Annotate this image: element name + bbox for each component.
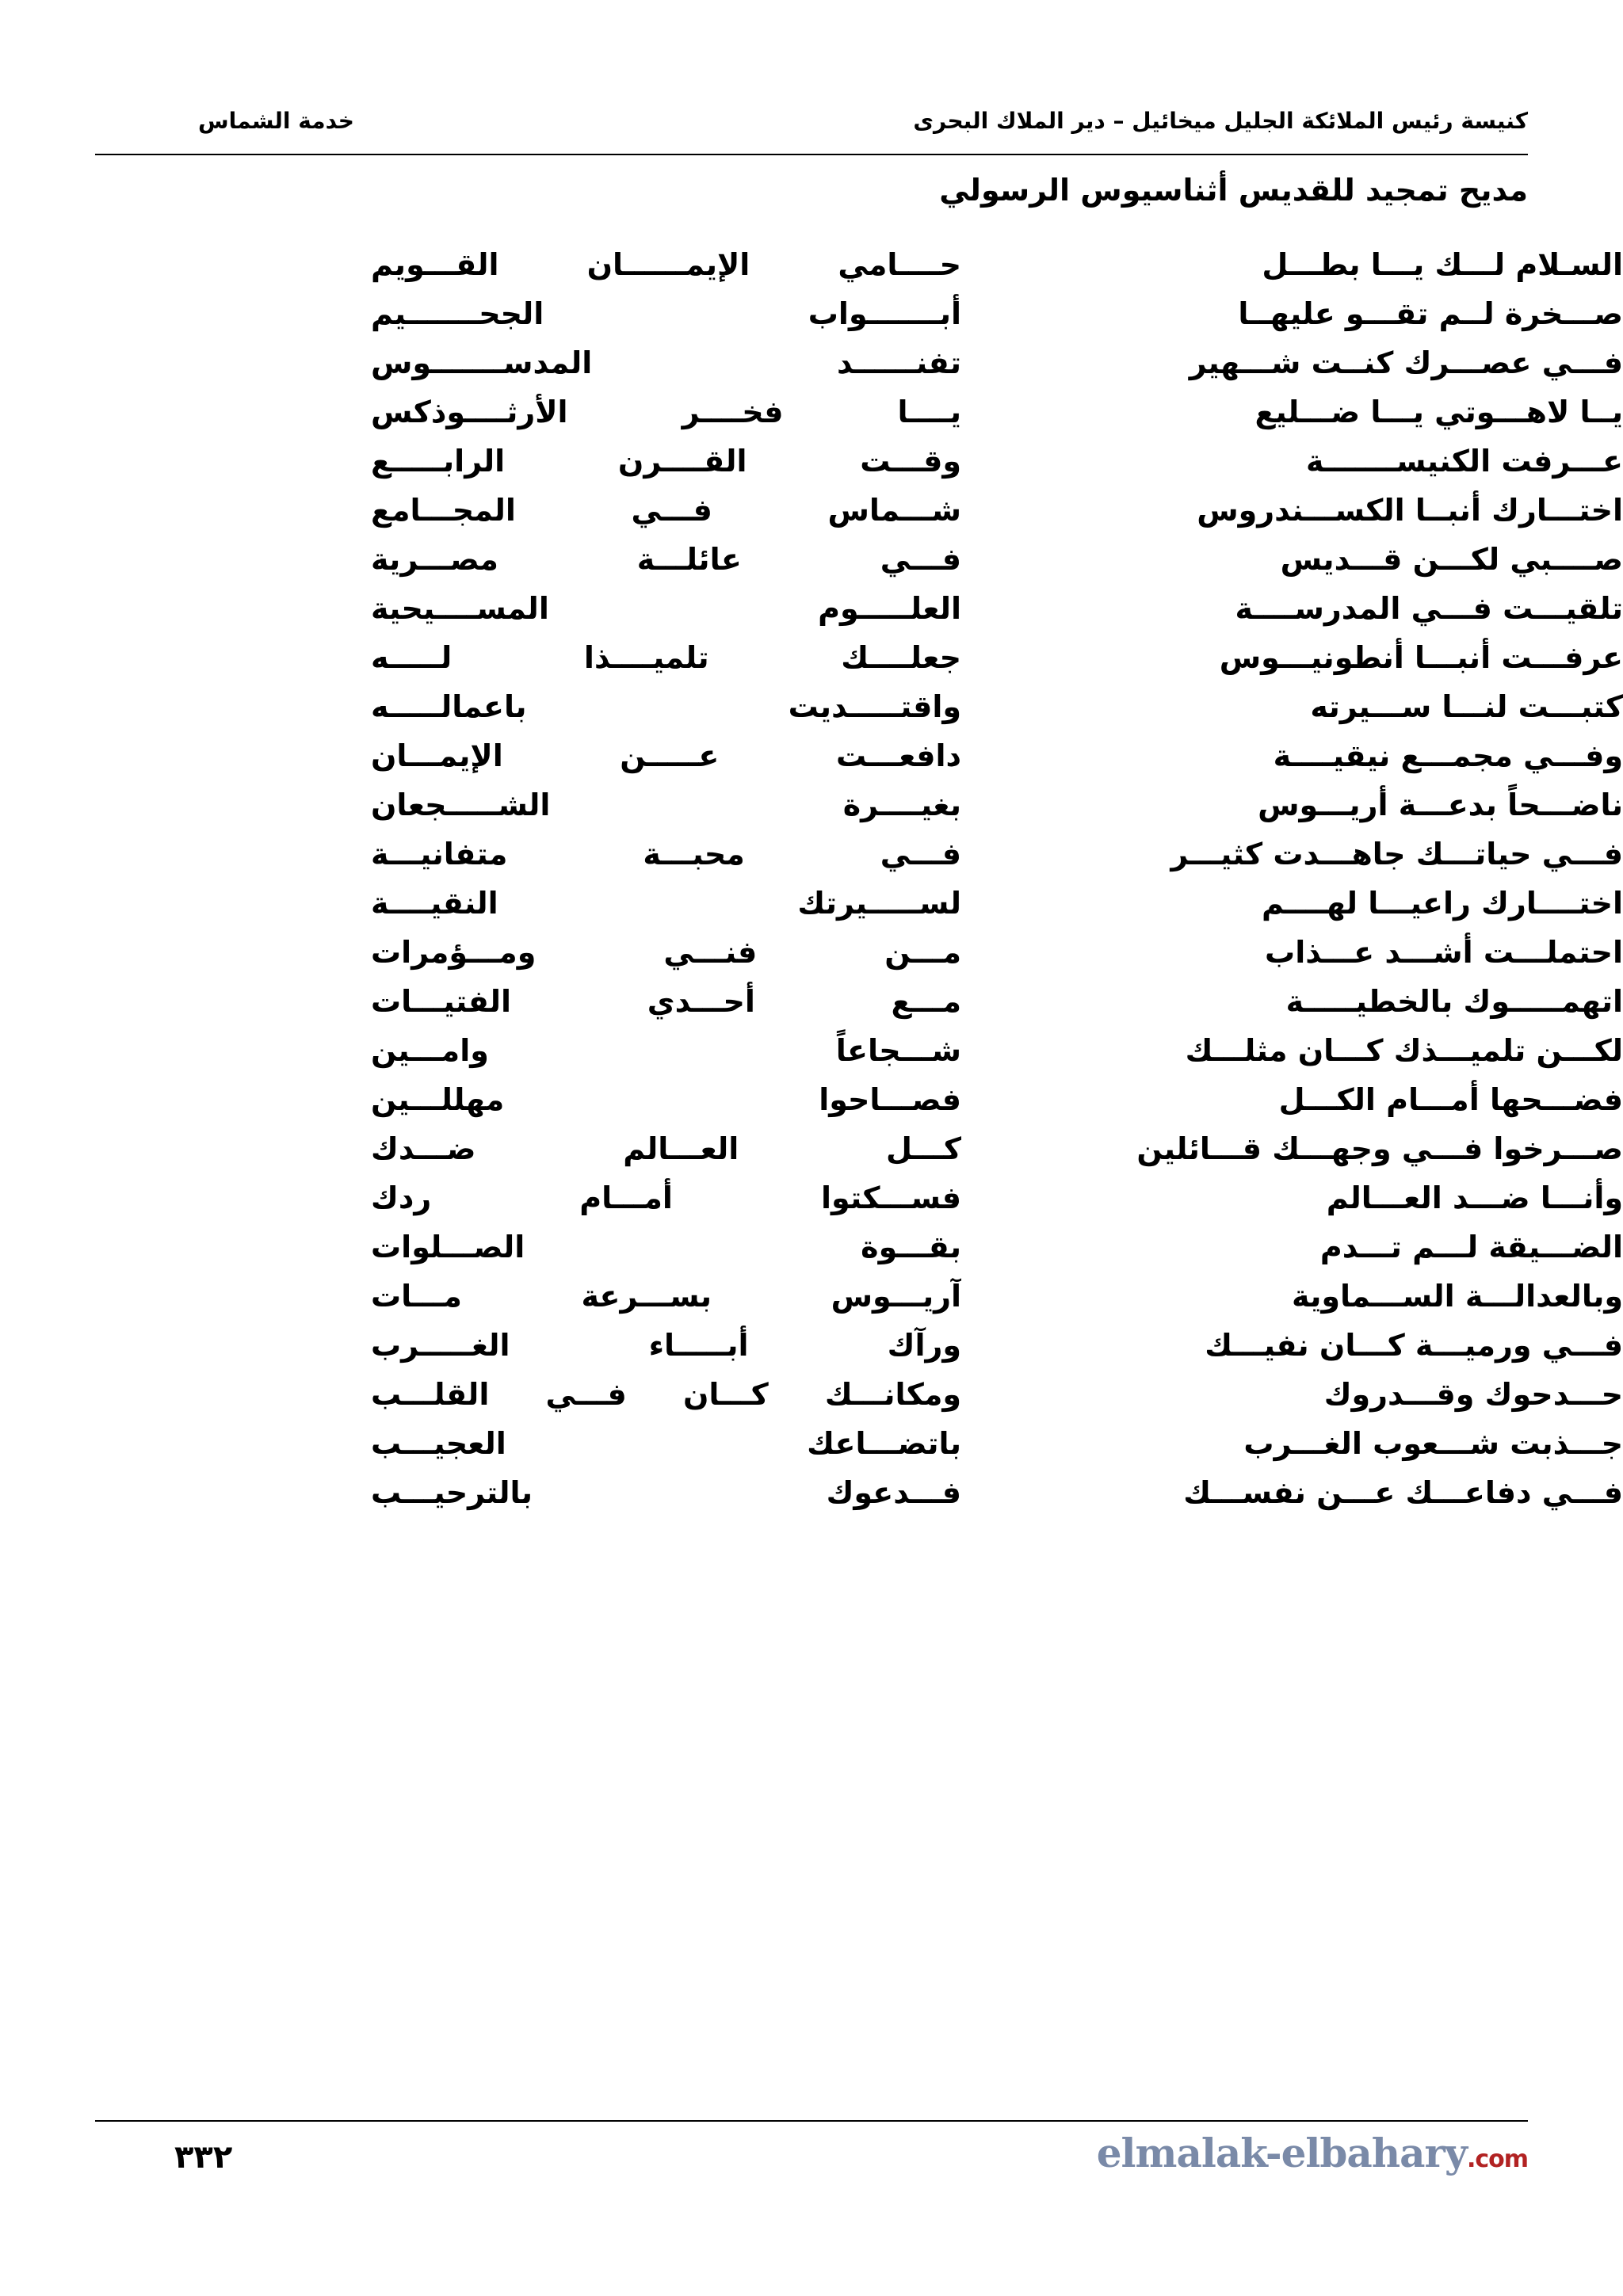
verse-row [0,242,1623,292]
verse-second-half: مـــن فنـــي ومـــؤمرات [371,935,961,970]
verse-row [0,1127,1623,1176]
verse-row [0,1470,1623,1520]
verse-first-half: احتملـــت أشـــد عـــذاب [1265,935,1623,970]
verse-first-half: فـــي عصـــرك كنــت شـــهير [1189,345,1623,380]
verse-row [0,783,1623,832]
verse-first-half: عـــرفت الكنيســـــــة [1306,444,1623,479]
verse-first-half: فـــي دفاعـــك عـــن نفســـك [1183,1475,1623,1510]
verse-second-half: شـــجاعاً وامـــين [371,1033,961,1068]
verse-row [0,1028,1623,1077]
verse-second-half: وقـــت القــــرن الرابـــــع [371,444,961,479]
verse-first-half: اتهمـــــوك بالخطيـــــة [1285,984,1623,1019]
verse-second-half: تفنــــــد المدســـــــوس [371,345,961,380]
footer-divider [95,2120,1528,2122]
verse-first-half: عرفـــت أنبـــا أنطونيـــوس [1219,640,1623,675]
verse-first-half: صــــبي لكـــن قـــديس [1280,542,1623,577]
page-number: ٣٣٢ [174,2139,233,2176]
verse-row [0,734,1623,783]
verse-row [0,488,1623,537]
verse-row [0,832,1623,881]
verse-first-half: وبالعدالـــة الســـماوية [1292,1279,1623,1314]
verse-second-half: ومكانـــك كـــان فـــي القلـــب [371,1377,961,1412]
verse-first-half: وأنـــا ضـــد العـــالم [1326,1180,1623,1215]
verse-first-half: صـــخرة لــم تقـــو عليهــا [1238,296,1623,331]
church-name: كنيسة رئيس الملائكة الجليل ميخائيل – دير الملاك البحرى [913,108,1528,134]
verse-first-half: يــا لاهـــوتي يـــا ضـــليع [1254,395,1623,429]
verse-row [0,1372,1623,1421]
verse-first-half: حـــدحوك وقـــدروك [1323,1377,1623,1412]
verse-row [0,1176,1623,1225]
page-header [95,108,1528,152]
verse-second-half: آريـــوس بســـرعة مـــات [371,1279,961,1314]
verse-row [0,1421,1623,1470]
site-watermark-main: elmalak-elbahary [1096,2130,1467,2176]
verse-first-half: فضـــحها أمـــام الكـــل [1278,1082,1623,1117]
verse-second-half: كـــل العـــالم ضـــدك [371,1131,961,1166]
verse-second-half: شـــماس فـــي المجـــامع [371,493,961,528]
verse-second-half: ورآك أبـــــاء الغـــــرب [371,1328,961,1363]
verse-row [0,635,1623,685]
verse-row [0,390,1623,439]
verse-first-half: اختـــارك أنبــا الكســـندروس [1197,493,1623,528]
service-name: خدمة الشماس [198,108,354,134]
verse-second-half: فـــي محبـــة متفانيـــة [371,837,961,871]
verse-row [0,439,1623,488]
verse-row [0,979,1623,1028]
verse-first-half: تلقيـــت فـــي المدرســــة [1235,591,1623,626]
verse-second-half: فصـــاحوا مهللـــين [371,1082,961,1117]
verse-second-half: يــــا فخــــر الأرثــــوذكس [371,395,961,429]
poem-title: مديح تمجيد للقديس أثناسيوس الرسولي [939,173,1528,208]
verse-first-half: لكـــن تلميـــذك كـــان مثلـــك [1185,1033,1623,1068]
verse-row [0,685,1623,734]
verse-second-half: حــــامي الإيمــــــان القـــويم [371,247,961,282]
poem-body [0,242,1623,1520]
verse-row [0,1225,1623,1274]
verse-row [0,1274,1623,1323]
verse-row [0,881,1623,930]
verse-second-half: لســـــيرتك النقيــــة [371,886,961,921]
site-watermark [1097,2130,1528,2176]
verse-first-half: ناضـــحاً بدعـــة أريـــوس [1258,788,1623,822]
verse-second-half: دافعـــت عـــــن الإيمـــان [371,738,961,773]
verse-row [0,341,1623,390]
verse-second-half: أبـــــــواب الجحـــــــيم [371,296,961,331]
verse-row [0,292,1623,341]
verse-row [0,1077,1623,1127]
verse-row [0,1323,1623,1372]
verse-second-half: جعلــــك تلميــــذا لـــــه [371,640,961,675]
verse-first-half: وفـــي مجمـــع نيقيــــة [1273,738,1623,773]
verse-second-half: فســـكتوا أمـــام ردك [371,1180,961,1215]
verse-second-half: باتضـــاعك العجيـــب [371,1426,961,1461]
verse-second-half: العلـــــوم المســــيحية [371,591,961,626]
site-watermark-tld: .com [1466,2145,1528,2173]
verse-row [0,537,1623,586]
verse-first-half: الضـــيقة لـــم تـــدم [1319,1230,1623,1264]
verse-second-half: بغيــــرة الشـــــجعان [371,788,961,822]
verse-first-half: جـــذبت شـــعوب الغـــرب [1243,1426,1623,1461]
verse-row [0,930,1623,979]
verse-first-half: فـــي حياتـــك جاهـــدت كثيـــر [1170,837,1623,871]
verse-row [0,586,1623,635]
header-divider [95,154,1528,155]
verse-second-half: فـــدعوك بالترحيـــب [371,1475,961,1510]
verse-first-half: كتبـــت لنـــا ســـيرته [1310,689,1623,724]
verse-first-half: صـــرخوا فـــي وجهـــك قـــائلين [1136,1131,1623,1166]
verse-second-half: واقتـــــديت باعمالـــــه [371,689,961,724]
verse-first-half: السـلام لـــك يـــا بطـــل [1262,247,1623,282]
verse-first-half: اختــــارك راعيـــا لهــــم [1261,886,1623,921]
verse-first-half: فـــي ورميـــة كـــان نفيـــك [1205,1328,1623,1363]
verse-second-half: فـــي عائلـــة مصـــرية [371,542,961,577]
verse-second-half: مـــع أحـــدي الفتيـــات [371,984,961,1019]
verse-second-half: بقـــوة الصـــلوات [371,1230,961,1264]
